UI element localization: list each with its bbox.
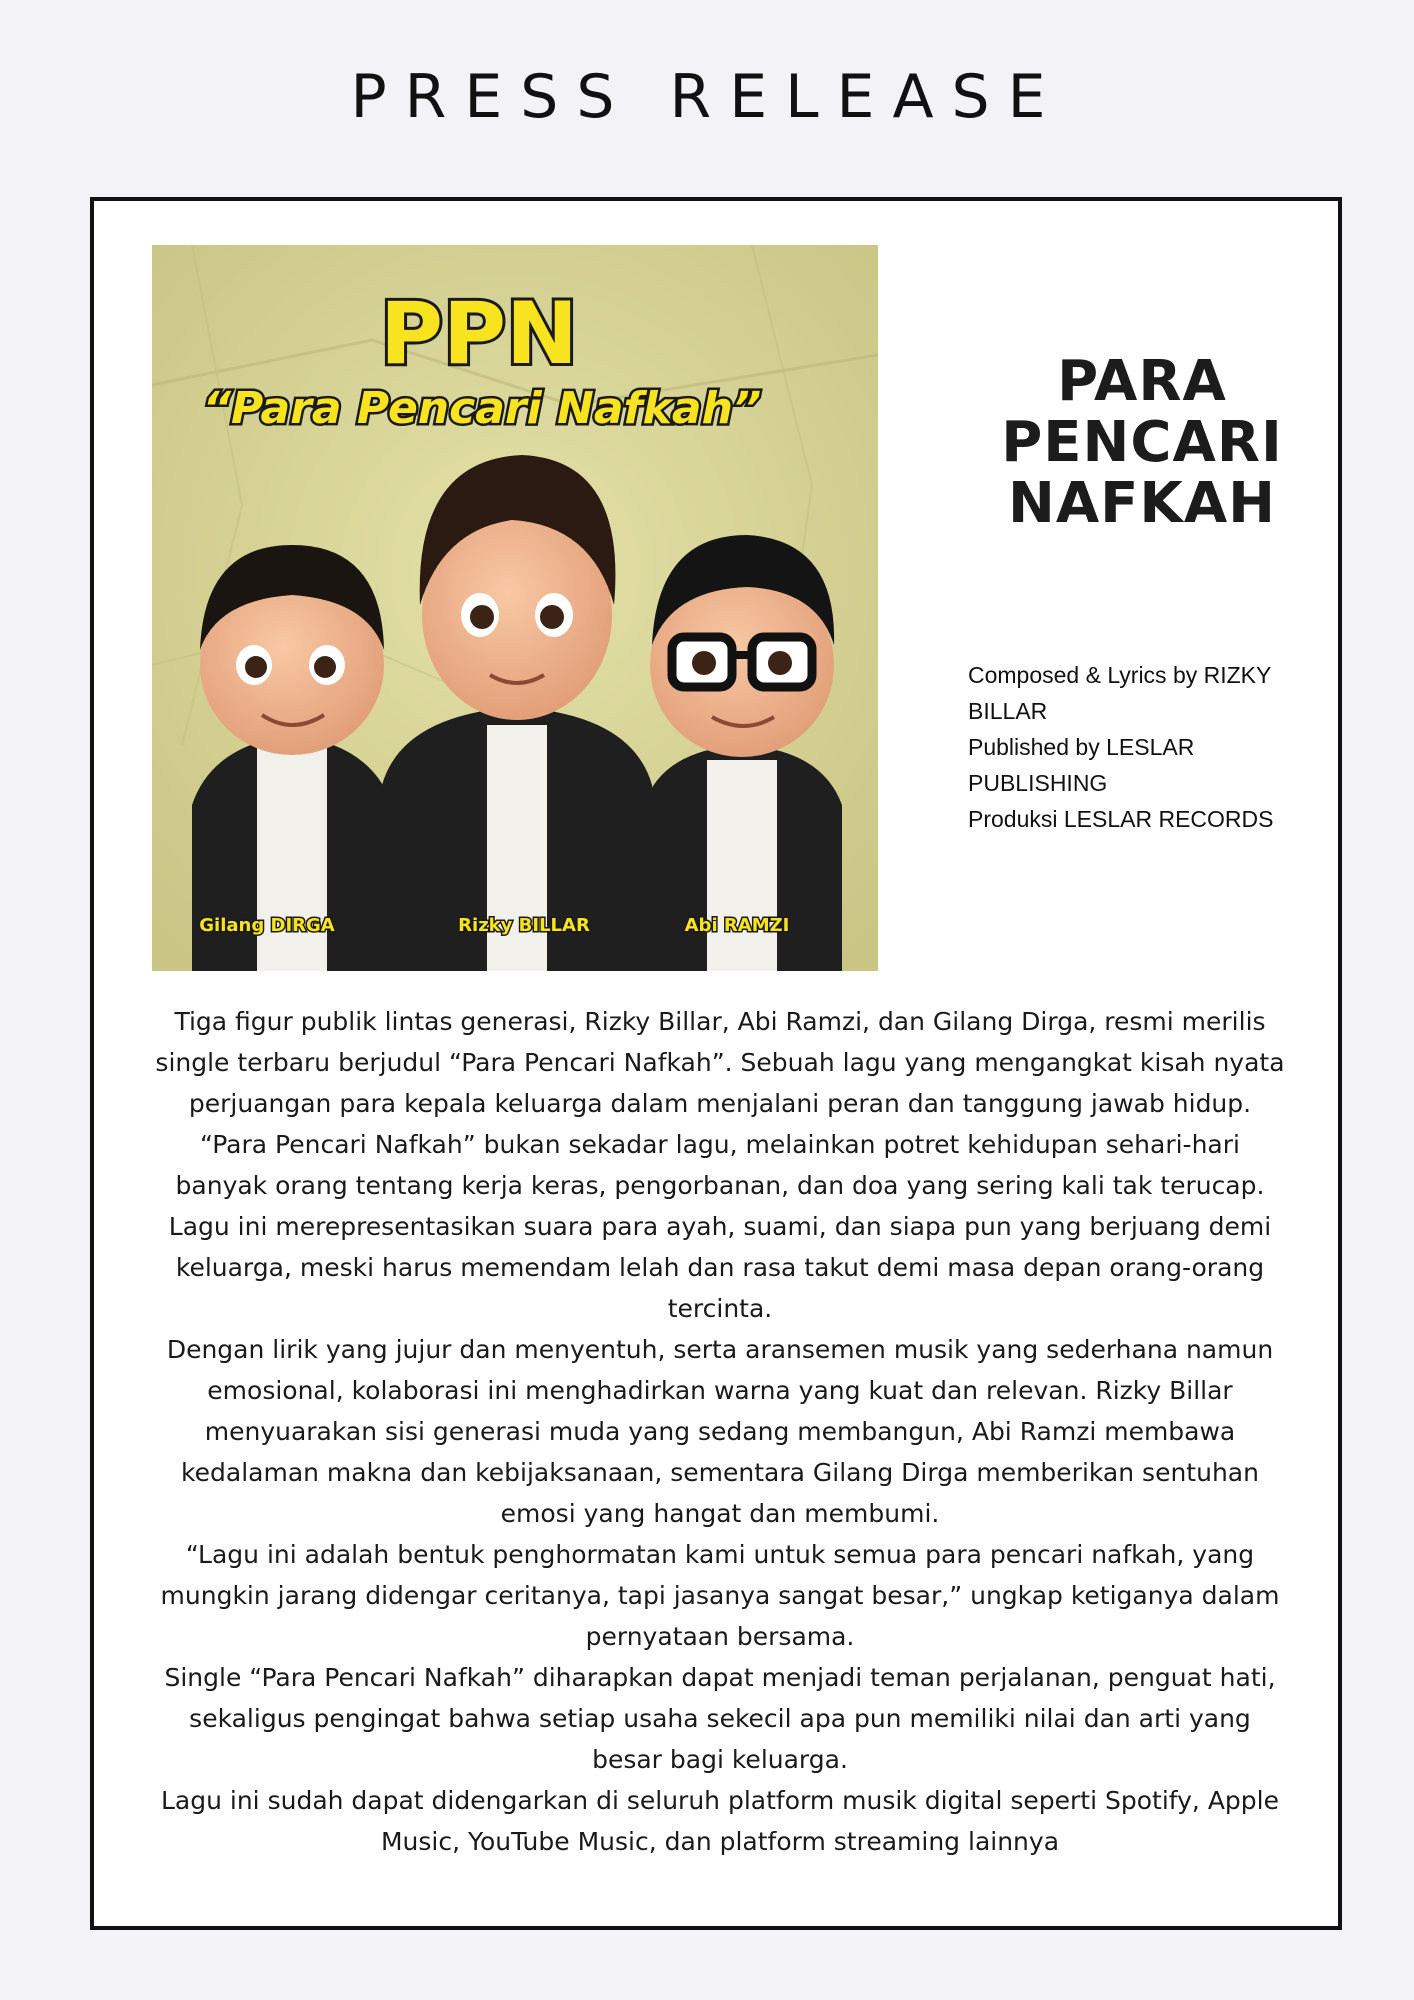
body-paragraph: Tiga figur publik lintas generasi, Rizky Billar, Abi Ramzi, dan Gilang Dirga, resmi merilis single terbaru berjudul “Para Pencari Nafkah”. Sebuah lagu yang mengangkat kisah nyata perjuangan para kepala keluarga dalam menjalani peran dan tanggung jawab hidup. [155, 1007, 1285, 1118]
album-cover-art [152, 245, 878, 971]
cover-name-last-2: BILLAR [518, 915, 590, 936]
cover-name-first-2: Rizky [458, 915, 513, 936]
cover-name-first-1: Gilang [199, 915, 265, 936]
press-release-card [90, 197, 1342, 1930]
svg-text:Gilang DIRGA [199, 915, 335, 936]
credit-line: PUBLISHING [968, 770, 1108, 796]
song-title-line: PARA [1057, 349, 1227, 414]
album-cover [152, 245, 878, 971]
svg-text:Abi RAMZI [685, 915, 790, 936]
body-paragraph: Single “Para Pencari Nafkah” diharapkan dapat menjadi teman perjalanan, penguat hati, sekaligus pengingat bahwa setiap usaha sekecil apa pun memiliki nilai dan arti yang besar bagi keluarga. [164, 1663, 1276, 1774]
song-title-line: NAFKAH [1007, 471, 1277, 536]
press-release-body [154, 1001, 1286, 1862]
cover-name-last-1: DIRGA [270, 915, 335, 936]
body-paragraph: Lagu ini sudah dapat didengarkan di seluruh platform musik digital seperti Spotify, Apple Music, YouTube Music, dan platform streaming lainnya [160, 1786, 1279, 1856]
song-title-heading [952, 351, 1332, 534]
credit-line: Produksi LESLAR RECORDS [968, 806, 1274, 832]
cover-name-first-3: Abi [684, 915, 718, 936]
page-title: PRESS RELEASE [350, 62, 1064, 132]
cover-name-last-3: RAMZI [723, 915, 790, 936]
body-paragraph: Dengan lirik yang jujur dan menyentuh, serta aransemen musik yang sederhana namun emosional, kolaborasi ini menghadirkan warna yang kuat dan relevan. Rizky Billar menyuarakan sisi generasi muda yang sedang membangun, Abi Ramzi membawa kedalaman makna dan kebijaksanaan, sementara Gilang Dirga memberikan sentuhan emosi yang hangat dan membumi. [166, 1335, 1274, 1528]
credit-line: BILLAR [968, 698, 1048, 724]
svg-text:Rizky BILLAR [458, 915, 590, 936]
credit-line: Published by LESLAR [968, 734, 1195, 760]
credit-line: Composed & Lyrics by RIZKY [968, 662, 1272, 688]
cover-subtitle: “Para Pencari Nafkah” [202, 383, 762, 434]
body-paragraph: “Lagu ini adalah bentuk penghormatan kami untuk semua para pencari nafkah, yang mungkin jarang didengar ceritanya, tapi jasanya sangat besar,” ungkap ketiganya dalam pernyataan bersama. [160, 1540, 1280, 1651]
body-paragraph: “Para Pencari Nafkah” bukan sekadar lagu, melainkan potret kehidupan sehari-hari banyak orang tentang kerja keras, pengorbanan, dan doa yang sering kali tak terucap. Lagu ini merepresentasikan suara para ayah, suami, dan siapa pun yang berjuang demi keluarga, meski harus memendam lelah dan rasa takut demi masa depan orang-orang tercinta. [168, 1130, 1272, 1323]
song-title-line: PENCARI [1001, 410, 1283, 475]
cover-abbrev: PPN [379, 284, 579, 384]
credits-block [968, 657, 1308, 837]
